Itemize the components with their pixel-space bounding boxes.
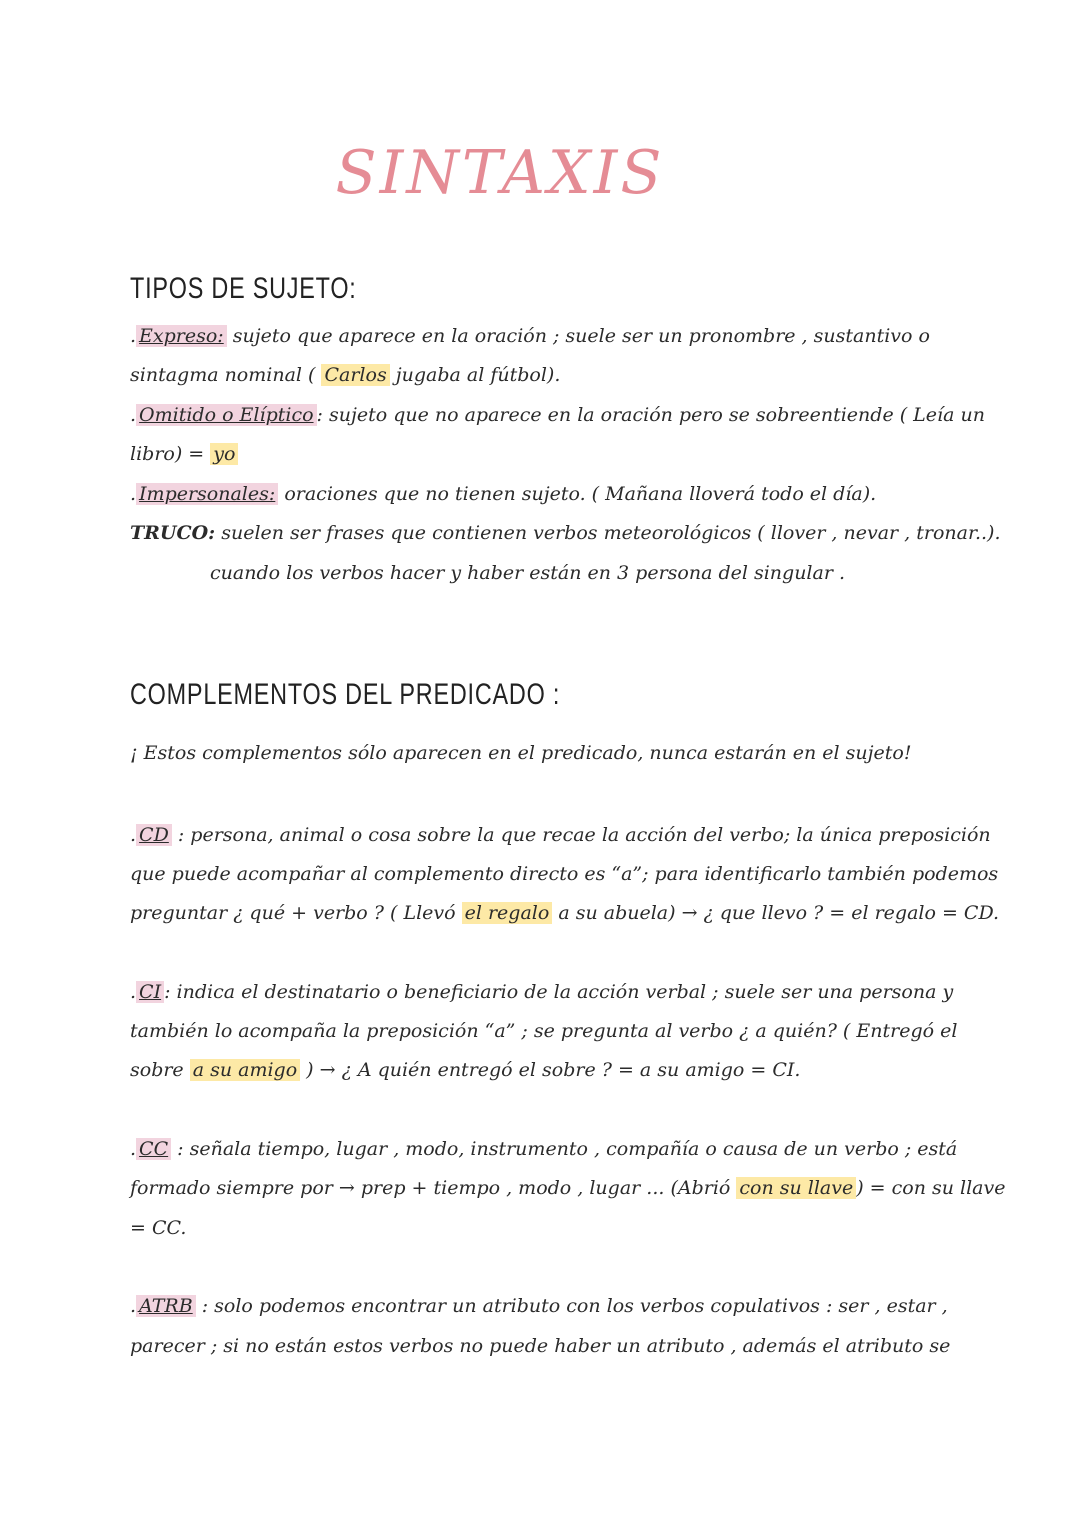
cc-line-2 [130,1174,1006,1202]
ci-line-2: también lo acompaña la preposición “a” ; se pregunta al verbo ¿ a quién? ( Entregó el [130,1020,958,1042]
truco-label: TRUCO: [130,522,216,544]
impersonales-line [130,480,876,508]
term-omitido: Omitido o Elíptico [136,404,316,426]
cc-example-pre: formado siempre por → prep + tiempo , modo , lugar ... (Abrió [130,1177,737,1199]
term-impersonales: Impersonales: [136,483,278,505]
bullet-dot: . [130,404,137,426]
cd-example-post: a su abuela) → ¿ que llevo ? = el regalo = CD. [552,902,1000,924]
complementos-note: ¡ Estos complementos sólo aparecen en el predicado, nunca estarán en el sujeto! [130,742,912,764]
expreso-line-2 [130,361,560,389]
ci-line-3 [130,1056,800,1084]
cc-example-highlight: con su llave [736,1177,856,1199]
section-heading-complementos: COMPLEMENTOS DEL PREDICADO : [130,678,561,711]
ci-line-1 [130,978,953,1006]
atrb-definition-1: : solo podemos encontrar un atributo con los verbos copulativos : ser , estar , [195,1295,948,1317]
bullet-dot: . [130,325,137,347]
bullet-dot: . [130,824,137,846]
impersonales-definition: oraciones que no tienen sujeto. ( Mañana lloverá todo el día). [278,483,877,505]
cd-definition-1: : persona, animal o cosa sobre la que recae la acción del verbo; la única preposición [171,824,991,846]
omitido-example-highlight: yo [210,443,238,465]
cd-example-pre: preguntar ¿ qué + verbo ? ( Llevó [130,902,462,924]
truco-text: suelen ser frases que contienen verbos meteorológicos ( llover , nevar , tronar..). [215,522,1001,544]
cd-line-3 [130,899,999,927]
cc-definition-1: : señala tiempo, lugar , modo, instrumento , compañía o causa de un verbo ; está [171,1138,958,1160]
omitido-example-pre: libro) = [130,443,211,465]
ci-definition-1: : indica el destinatario o beneficiario de la acción verbal ; suele ser una persona y [164,981,954,1003]
term-expreso: Expreso: [136,325,227,347]
bullet-dot: . [130,981,137,1003]
expreso-example-pre: sintagma nominal ( [130,364,322,386]
omitido-line-1 [130,401,985,429]
bullet-dot: . [130,1138,137,1160]
expreso-definition: sujeto que aparece en la oración ; suele ser un pronombre , sustantivo o [226,325,930,347]
atrb-line-1 [130,1292,948,1320]
cd-line-1 [130,821,991,849]
expreso-example-highlight: Carlos [321,364,389,386]
ci-example-highlight: a su amigo [190,1059,300,1081]
ci-example-post: ) → ¿ A quién entregó el sobre ? = a su amigo = CI. [300,1059,801,1081]
expreso-example-post: jugaba al fútbol). [389,364,561,386]
cd-example-highlight: el regalo [462,902,553,924]
ci-example-pre: sobre [130,1059,190,1081]
term-atrb: ATRB [136,1295,196,1317]
omitido-line-2 [130,440,238,468]
cd-line-2: que puede acompañar al complemento directo es “a”; para identificarlo también podemos [130,863,999,885]
truco-line-1 [130,519,1001,547]
truco-line-2: cuando los verbos hacer y haber están en 3 persona del singular . [210,562,845,584]
bullet-dot: . [130,1295,137,1317]
section-heading-tipos: TIPOS DE SUJETO: [130,272,357,305]
term-cc: CC [136,1138,171,1160]
omitido-definition: : sujeto que no aparece en la oración pero se sobreentiende ( Leía un [316,404,985,426]
term-ci: CI [136,981,164,1003]
page-title: SINTAXIS [335,138,665,208]
expreso-line-1 [130,322,930,350]
cc-example-post: ) = con su llave [856,1177,1006,1199]
term-cd: CD [136,824,172,846]
atrb-line-2: parecer ; si no están estos verbos no puede haber un atributo , además el atributo se [130,1335,951,1357]
cc-line-3: = CC. [130,1217,187,1239]
cc-line-1 [130,1135,957,1163]
bullet-dot: . [130,483,137,505]
